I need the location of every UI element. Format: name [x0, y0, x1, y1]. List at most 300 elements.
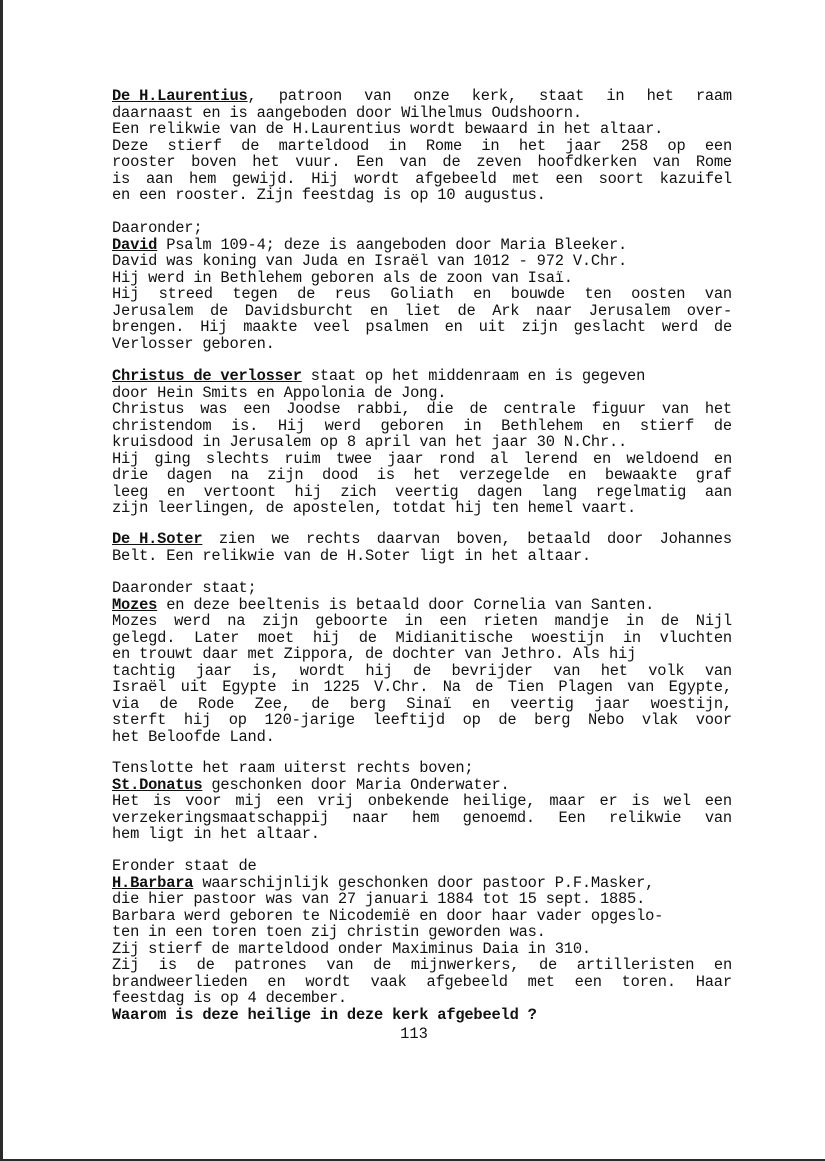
word: uit: [180, 678, 208, 696]
text-run: Belt. Een relikwie van de H.Soter ligt in het altaar.: [112, 546, 591, 565]
word: een: [574, 972, 602, 991]
word: graf: [695, 466, 732, 484]
text-line: [112, 941, 732, 958]
word: op: [228, 711, 247, 729]
word: hij: [183, 711, 212, 729]
text-line: [112, 908, 732, 925]
word: oosten: [631, 285, 686, 303]
text-line: [112, 613, 732, 630]
word: streed: [158, 285, 213, 303]
word: Deze: [112, 136, 149, 155]
word: en: [166, 482, 185, 501]
word: na: [230, 466, 249, 484]
word: en: [592, 449, 612, 468]
text-line: [112, 531, 732, 548]
text-line: [112, 500, 732, 517]
word: Jerusalem: [112, 301, 194, 320]
section-donatus: [112, 760, 732, 843]
word: de: [297, 285, 316, 303]
text-run: geschonken door Maria Onderwater.: [202, 775, 510, 794]
text-run: en trouwt daar met Zippora, de dochter van Jethro. Als hij: [112, 645, 637, 663]
word: bevrijder: [451, 661, 533, 680]
saint-heading: St.Donatus: [112, 775, 203, 794]
word: het: [646, 87, 674, 105]
word: de: [311, 694, 330, 713]
word: van: [627, 678, 655, 696]
text-line: [112, 418, 732, 435]
word: een: [555, 169, 583, 188]
text-line: [112, 630, 732, 647]
word: de: [713, 318, 732, 336]
word: we: [271, 530, 290, 548]
word: 258: [620, 136, 649, 155]
word: ging: [154, 449, 191, 468]
word: afgebeeld: [426, 972, 508, 991]
word: en: [473, 285, 492, 303]
word: uit: [478, 318, 506, 336]
word: mijnwerkers,: [410, 956, 520, 974]
word: 1225: [323, 678, 360, 696]
text-line: [112, 253, 732, 270]
word: weldoend: [626, 449, 699, 468]
section-mozes: [112, 580, 732, 745]
word: Hij: [277, 416, 305, 435]
word: psalmen: [365, 318, 429, 336]
word: werd: [174, 612, 211, 630]
word: marteldood: [278, 136, 369, 155]
word: staat: [539, 87, 585, 105]
text-run: Barbara werd geboren te Nicodemië en door haar vader opgeslo-: [112, 906, 664, 925]
word: Egypte,: [668, 678, 732, 696]
text-run: zijn leerlingen, de apostelen, totdat hij ten hemel vaart.: [112, 499, 637, 517]
word: verzegelde: [459, 466, 550, 484]
word: Hij: [200, 318, 228, 336]
word: christendom: [112, 416, 212, 435]
word: verzekeringsmaatschappij: [112, 808, 329, 827]
text-line: [112, 154, 732, 171]
word: de: [210, 301, 229, 320]
word: Bethlehem: [501, 416, 583, 435]
word: is.: [231, 416, 259, 435]
text-line: [112, 580, 732, 597]
word: wordt: [354, 169, 400, 188]
word: soort: [598, 169, 644, 188]
word: betaald: [527, 530, 591, 548]
word: liet: [404, 301, 441, 320]
word: in: [625, 612, 644, 630]
word: stierf: [167, 136, 222, 155]
word: en: [369, 301, 388, 320]
word: het: [600, 661, 628, 680]
word: van: [326, 956, 354, 974]
saint-heading: David: [112, 235, 158, 254]
word: al: [490, 449, 509, 468]
word: dood: [322, 466, 359, 484]
word: voor: [695, 711, 732, 729]
saint-heading: H.Barbara: [112, 873, 194, 892]
text-run: Eronder staat de: [112, 857, 257, 875]
word: berg: [534, 711, 571, 729]
word: onbekende: [367, 792, 450, 810]
word: Tien: [507, 678, 544, 696]
word: geboren: [380, 416, 444, 435]
word: Nebo: [588, 711, 625, 729]
word: Rode: [198, 694, 235, 713]
text-run: Waarom is deze heilige in deze kerk afgebeeld ?: [112, 1005, 537, 1024]
word: is: [153, 792, 172, 810]
word: was: [200, 400, 228, 418]
word: rond: [438, 449, 475, 468]
word: is: [112, 169, 131, 188]
word: hij: [365, 661, 393, 680]
word: rooster: [112, 153, 176, 171]
text-line: [112, 286, 732, 303]
punctuation: ,: [247, 87, 257, 105]
word: er: [599, 792, 618, 810]
word: een: [704, 792, 732, 810]
word: in: [481, 136, 500, 155]
text-run: die hier pastoor was van 27 januari 1884 tot 15 sept. 1885.: [112, 890, 646, 908]
word: het: [704, 400, 732, 418]
text-line: [112, 336, 732, 353]
text-line: [112, 924, 732, 941]
word: met: [527, 972, 555, 991]
word: de: [241, 136, 260, 155]
word: de: [412, 661, 432, 680]
word: heilige,: [463, 792, 536, 810]
word: hij: [312, 628, 340, 647]
word: en: [471, 694, 490, 713]
word: Een: [558, 808, 586, 827]
text-line: [112, 858, 732, 875]
word: Het: [112, 792, 140, 810]
word: aan: [704, 482, 732, 501]
word: Christus: [112, 400, 185, 418]
text-line: [112, 826, 732, 843]
word: over-: [686, 301, 732, 320]
word: stierf: [639, 416, 695, 435]
word: tachtig: [112, 661, 176, 680]
word: na: [227, 612, 246, 630]
word: raam: [695, 87, 732, 105]
text-line: [112, 484, 732, 501]
word: Een: [356, 153, 384, 171]
word: is,: [252, 661, 280, 680]
word: en: [602, 416, 621, 435]
text-line: [112, 875, 732, 892]
text-line: [112, 777, 732, 794]
word: van: [704, 808, 732, 827]
word: Haar: [695, 972, 732, 991]
word: in: [622, 628, 641, 647]
word: relikwie: [609, 808, 682, 827]
text-line: [112, 974, 732, 991]
word: en: [444, 318, 463, 336]
text-line: [112, 368, 732, 385]
word: zijn: [521, 318, 558, 336]
word: werd: [324, 416, 361, 435]
word: centrale: [503, 400, 576, 418]
word: jaar: [565, 136, 602, 155]
text-run: Daaronder;: [112, 219, 203, 237]
word: een: [704, 136, 732, 155]
word: wordt: [299, 661, 345, 680]
text-run: Daaronder staat;: [112, 579, 257, 597]
word: van: [399, 153, 427, 171]
word: door: [606, 530, 644, 548]
text-run: feestdag is op 4 december.: [112, 989, 347, 1007]
word: Joodse: [286, 400, 341, 418]
word: artilleristen: [576, 956, 695, 974]
section-christus: [112, 368, 732, 517]
word: veertig: [510, 694, 574, 713]
word: vlak: [641, 711, 679, 729]
word: aan: [145, 169, 174, 188]
saint-heading: De H.Laurentius: [112, 87, 248, 105]
word: V.Chr.: [374, 678, 429, 696]
word: van: [652, 153, 680, 171]
word: geslacht: [573, 318, 646, 336]
word: daarvan: [376, 530, 441, 548]
word: Na: [442, 678, 461, 696]
word: bewaakte: [604, 466, 678, 484]
word: mandje: [554, 612, 609, 630]
word: de: [475, 678, 494, 696]
word: twee: [335, 449, 372, 468]
word: woestijn,: [650, 694, 732, 713]
text-line: [112, 220, 732, 237]
word: vrij: [317, 792, 354, 810]
word: patrones: [234, 956, 307, 974]
text-line: [112, 679, 732, 696]
word: Plagen: [558, 678, 613, 696]
text-line: [112, 138, 732, 155]
word: het: [413, 466, 441, 484]
heading-group: [112, 88, 257, 105]
word: vaak: [370, 972, 407, 991]
text-line: [112, 696, 732, 713]
word: leeftijd: [372, 711, 445, 729]
word: en: [568, 466, 587, 484]
word: Hij: [112, 285, 140, 303]
text-line: [112, 434, 732, 451]
word: figuur: [591, 400, 646, 418]
word: de: [442, 153, 461, 171]
text-run: Tenslotte het raam uiterst rechts boven;: [112, 759, 474, 777]
word: zich: [340, 482, 377, 501]
word: geboorte: [315, 612, 388, 630]
word: via: [112, 694, 140, 713]
text-run: staat op het middenraam en is gegeven: [301, 367, 646, 385]
word: Rome: [425, 136, 462, 155]
text-line: [112, 548, 732, 565]
word: de: [196, 956, 215, 974]
word: het: [518, 136, 546, 155]
word: is: [376, 466, 395, 484]
text-run: en deze beeltenis is betaald door Cornelia van Santen.: [157, 595, 655, 614]
word: wel: [663, 792, 691, 810]
text-line: [112, 303, 732, 320]
word: Rome: [695, 153, 732, 171]
text-run: Zij stierf de marteldood onder Maximinus Daia in 310.: [112, 939, 591, 958]
text-line: [112, 793, 732, 810]
word: maakte: [243, 318, 298, 336]
word: werd: [661, 318, 698, 336]
word: de: [358, 628, 377, 647]
word: woestijn: [531, 628, 605, 647]
word: die: [426, 400, 454, 418]
word: met: [512, 169, 540, 188]
word: gelegd.: [112, 628, 176, 647]
word: de: [457, 301, 476, 320]
text-line: [112, 990, 732, 1007]
word: zeven: [476, 153, 522, 171]
word: drie: [112, 466, 149, 484]
text-line: [112, 187, 732, 204]
word: zijn: [262, 612, 299, 630]
word: de: [660, 612, 679, 630]
text-line: [112, 729, 732, 746]
word: het: [252, 153, 280, 171]
word: tegen: [232, 285, 278, 303]
word: moet: [257, 628, 295, 647]
text-line: [112, 401, 732, 418]
word: reus: [334, 285, 371, 303]
text-line: [112, 385, 732, 402]
word: maar: [549, 792, 586, 810]
word: in: [463, 416, 482, 435]
word: en: [267, 972, 286, 991]
section-soter: [112, 531, 732, 564]
word: genoemd.: [462, 808, 535, 827]
text-line: [112, 467, 732, 484]
text-run: David was koning van Juda en Israël van 1012 - 972 V.Chr.: [112, 252, 628, 270]
word: van: [704, 285, 732, 303]
text-line: [112, 957, 732, 974]
word: de: [373, 956, 392, 974]
word: van: [661, 400, 689, 418]
word: onze: [413, 87, 450, 105]
text-line: [112, 810, 732, 827]
word: hem: [412, 808, 440, 827]
word: Egypte: [222, 678, 277, 696]
section-laurentius: [112, 88, 732, 204]
section-david: [112, 220, 732, 352]
word: kazuifel: [659, 169, 732, 188]
text-run: waarschijnlijk geschonken door pastoor P.F.Masker,: [193, 873, 655, 892]
text-run: Verlosser geboren.: [112, 334, 275, 353]
word: jaar: [594, 694, 631, 713]
word: de: [469, 400, 488, 418]
word: boven: [191, 153, 237, 171]
word: hij: [294, 482, 322, 501]
word: jaar: [195, 661, 232, 680]
word: zien: [218, 530, 255, 548]
word: brengen.: [112, 318, 185, 336]
word: bouwde: [510, 285, 565, 303]
word: de: [159, 694, 178, 713]
word: in: [290, 678, 309, 696]
word: een: [243, 400, 271, 418]
word: toren.: [621, 972, 676, 991]
word: rabbi,: [356, 400, 411, 418]
word: vertoont: [203, 482, 276, 501]
word: Zee,: [254, 694, 291, 713]
text-line: [112, 891, 732, 908]
saint-heading: Mozes: [112, 595, 158, 614]
word: Johannes: [659, 530, 732, 548]
word: zijn: [267, 466, 304, 484]
text-run: Een relikwie van de H.Laurentius wordt bewaard in het altaar.: [112, 120, 664, 138]
word: jaar: [387, 449, 424, 468]
text-run: ten in een toren toen zij christin geworden was.: [112, 923, 546, 941]
text-line: [112, 663, 732, 680]
word: op: [667, 136, 686, 155]
word: slechts: [205, 449, 270, 468]
text-run: Hij werd in Bethlehem geboren als de zoon van Isaï.: [112, 268, 573, 287]
word: een: [439, 612, 467, 630]
word: de: [498, 711, 517, 729]
word: een: [276, 792, 304, 810]
word: van: [704, 661, 732, 680]
word: van: [553, 661, 581, 680]
word: de: [539, 956, 558, 974]
word: boven,: [456, 530, 511, 548]
word: Ark: [492, 301, 520, 320]
word: kerk,: [471, 87, 517, 105]
word: 120-jarige: [264, 711, 355, 729]
word: veel: [313, 318, 350, 336]
word: patroon: [278, 87, 342, 105]
word: in: [388, 136, 407, 155]
word: de: [713, 416, 732, 435]
word: dagen: [166, 466, 212, 484]
word: wordt: [305, 972, 351, 991]
text-line: [112, 121, 732, 138]
word: en: [713, 449, 732, 468]
text-line: [112, 319, 732, 336]
section-barbara: [112, 858, 732, 1023]
word: ruim: [284, 449, 321, 468]
word: dagen: [477, 482, 523, 501]
word: berg: [349, 694, 386, 713]
text-run: daarnaast en is aangeboden door Wilhelmus Oudshoorn.: [112, 103, 582, 122]
word: sterft: [112, 711, 167, 729]
text-line: [112, 646, 732, 663]
word: rieten: [483, 612, 538, 630]
word: leeg: [112, 482, 149, 501]
word: regelmatig: [595, 482, 687, 501]
text-line: [112, 712, 732, 729]
text-run: kruisdood in Jerusalem op 8 april van het jaar 30 N.Chr..: [112, 433, 628, 451]
word: rechts: [306, 530, 361, 548]
text-run: door Hein Smits en Appolonia de Jong.: [112, 383, 447, 402]
saint-heading: Christus de verlosser: [112, 367, 302, 385]
word: volk: [648, 661, 685, 680]
word: ten: [584, 285, 612, 303]
text-line: [112, 1007, 732, 1024]
word: afgebeeld: [415, 169, 497, 188]
word: veertig: [395, 482, 459, 501]
page-number: 113: [400, 1025, 428, 1043]
text-line: [112, 171, 732, 188]
word: lang: [540, 482, 578, 501]
text-line: [112, 597, 732, 614]
word: mij: [235, 792, 263, 810]
word: voor: [185, 792, 222, 810]
word: is: [158, 956, 177, 974]
saint-heading: De H.Soter: [112, 530, 203, 548]
